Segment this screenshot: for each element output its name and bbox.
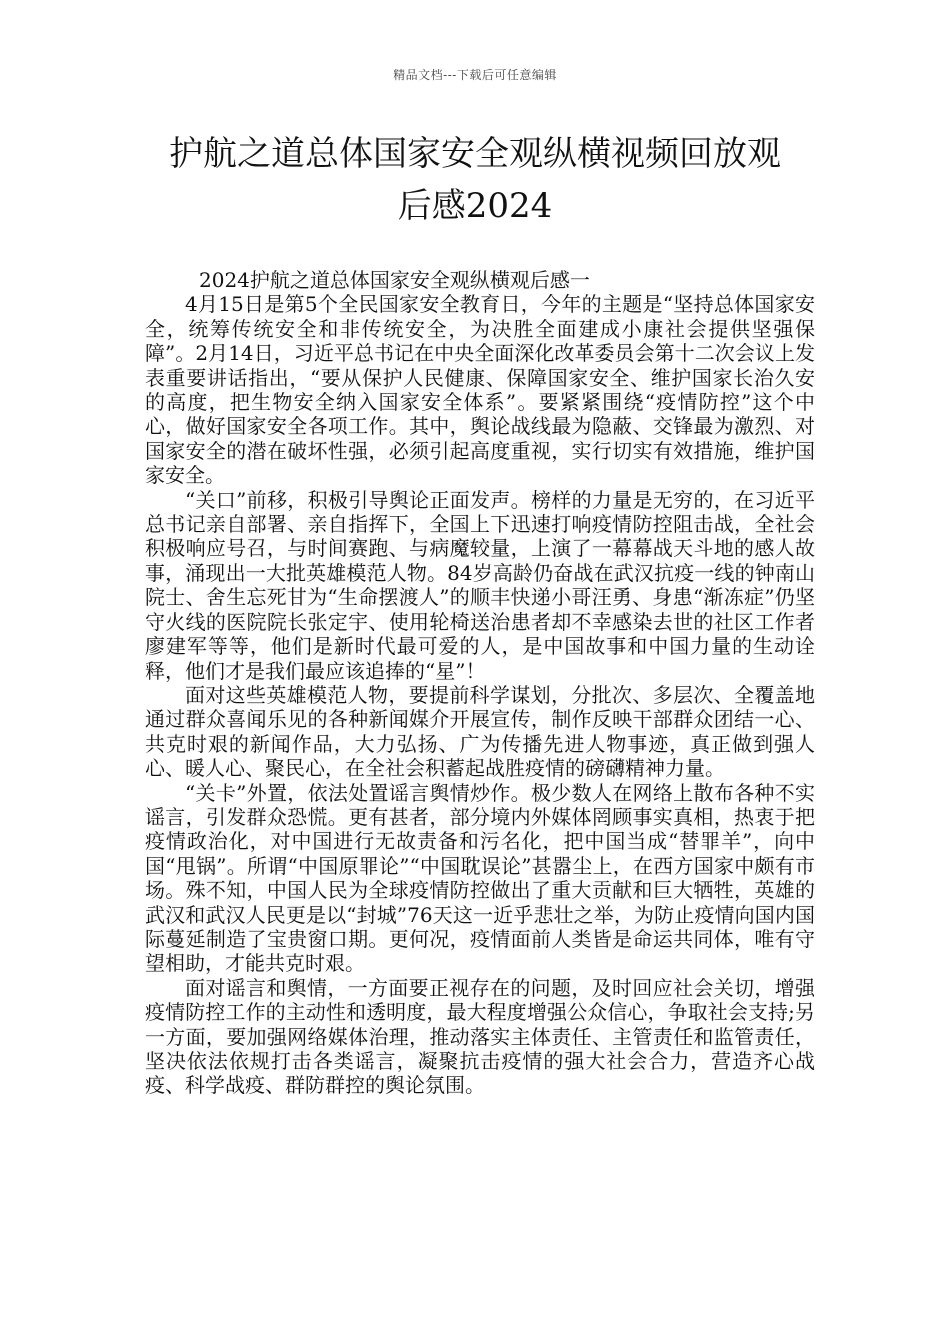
document-title	[140, 128, 810, 232]
paragraph: “关口”前移，积极引导舆论正面发声。榜样的力量是无穷的，在习近平总书记亲自部署、亲自指挥下，全国上下迅速打响疫情防控阻击战，全社会积极响应号召，与时间赛跑、与病魔较量，上演了一幕幕战天斗地的感人故事，涌现出一大批英雄模范人物。84岁高龄仍奋战在武汉抗疫一线的钟南山院士、舍生忘死甘为“生命摆渡人”的顺丰快递小哥汪勇、身患“渐冻症”仍坚守火线的医院院长张定宇、使用轮椅送治患者却不幸感染去世的社区工作者廖建军等等，他们是新时代最可爱的人，是中国故事和中国力量的生动诠释，他们才是我们最应该追捧的“星”！	[145, 487, 815, 683]
document-title-line-1: 护航之道总体国家安全观纵横视频回放观	[169, 134, 781, 174]
paragraph: 4月15日是第5个全民国家安全教育日，今年的主题是“坚持总体国家安全，统筹传统安全和非传统安全，为决胜全面建成小康社会提供坚强保障”。2月14日，习近平总书记在中央全面深化改革委员会第十二次会议上发表重要讲话指出，“要从保护人民健康、保障国家安全、维护国家长治久安的高度，把生物安全纳入国家安全体系”。要紧紧围绕“疫情防控”这个中心，做好国家安全各项工作。其中，舆论战线最为隐蔽、交锋最为激烈、对国家安全的潜在破坏性强，必须引起高度重视，实行切实有效措施，维护国家安全。	[145, 292, 815, 488]
paragraph: 面对谣言和舆情，一方面要正视存在的问题，及时回应社会关切，增强疫情防控工作的主动性和透明度，最大程度增强公众信心，争取社会支持;另一方面，要加强网络媒体治理，推动落实主体责任、主管责任和监管责任，坚决依法依规打击各类谣言，凝聚抗击疫情的强大社会合力，营造齐心战疫、科学战疫、群防群控的舆论氛围。	[145, 975, 815, 1098]
document-body	[145, 268, 815, 1098]
document-subtitle: 2024护航之道总体国家安全观纵横观后感一	[199, 268, 590, 292]
paragraph: 面对这些英雄模范人物，要提前科学谋划，分批次、多层次、全覆盖地通过群众喜闻乐见的各种新闻媒介开展宣传，制作反映干部群众团结一心、共克时艰的新闻作品，大力弘扬、广为传播先进人物事迹，真正做到强人心、暖人心、聚民心，在全社会积蓄起战胜疫情的磅礴精神力量。	[145, 682, 815, 781]
page-header-watermark: 精品文档---下载后可任意编辑	[393, 68, 557, 82]
paragraph: “关卡”外置，依法处置谣言舆情炒作。极少数人在网络上散布各种不实谣言，引发群众恐慌。更有甚者，部分境内外媒体罔顾事实真相，热衷于把疫情政治化，对中国进行无故责备和污名化，把中国当成“替罪羊”，向中国“甩锅”。所谓“中国原罪论”“中国耽误论”甚嚣尘上，在西方国家中颇有市场。殊不知，中国人民为全球疫情防控做出了重大贡献和巨大牺牲，英雄的武汉和武汉人民更是以“封城”76天这一近乎悲壮之举，为防止疫情向国内国际蔓延制造了宝贵窗口期。更何况，疫情面前人类皆是命运共同体，唯有守望相助，才能共克时艰。	[145, 780, 815, 976]
document-title-line-2: 后感2024	[397, 186, 553, 226]
